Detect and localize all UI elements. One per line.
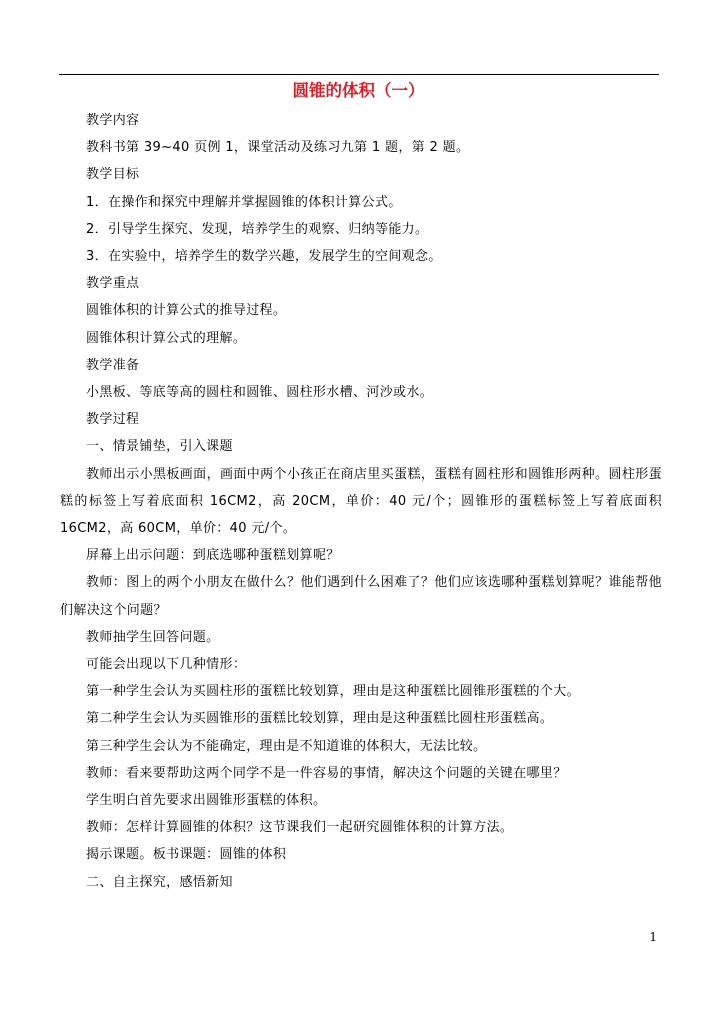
paragraph: 教师：图上的两个小朋友在做什么？他们遇到什么困难了？他们应该选哪种蛋糕划算呢？谁能帮他们解决这个问题？ bbox=[60, 575, 662, 618]
subsection-heading: 二、自主探究，感悟新知 bbox=[86, 874, 233, 890]
list-item: 3．在实验中，培养学生的数学兴趣，发展学生的空间观念。 bbox=[86, 249, 442, 265]
list-item: 2．引导学生探究、发现，培养学生的观察、归纳等能力。 bbox=[86, 221, 429, 237]
section-heading-preparation: 教学准备 bbox=[86, 357, 140, 373]
paragraph: 教师：怎样计算圆锥的体积？这节课我们一起研究圆锥体积的计算方法。 bbox=[86, 820, 514, 836]
document-body bbox=[60, 107, 662, 896]
paragraph: 教师抽学生回答问题。 bbox=[86, 629, 220, 645]
paragraph: 第一种学生会认为买圆柱形的蛋糕比较划算，理由是这种蛋糕比圆锥形蛋糕的个大。 bbox=[86, 684, 580, 700]
paragraph: 第二种学生会认为买圆锥形的蛋糕比较划算，理由是这种蛋糕比圆柱形蛋糕高。 bbox=[86, 711, 554, 727]
document-title: 圆锥的体积（一） bbox=[292, 81, 425, 100]
paragraph: 教师：看来要帮助这两个同学不是一件容易的事情，解决这个问题的关键在哪里？ bbox=[86, 765, 567, 781]
subsection-heading: 一、情景铺垫，引入课题 bbox=[86, 439, 233, 455]
section-heading-process: 教学过程 bbox=[86, 412, 140, 428]
paragraph: 圆锥体积的计算公式的推导过程。 bbox=[86, 303, 287, 319]
paragraph: 教科书第 39~40 页例 1，课堂活动及练习九第 1 题，第 2 题。 bbox=[86, 140, 470, 156]
header-rule bbox=[59, 74, 659, 75]
paragraph: 教师出示小黑板画面，画面中两个小孩正在商店里买蛋糕，蛋糕有圆柱形和圆锥形两种。圆柱形蛋糕的标签上写着底面积 16CM2，高 20CM，单价：40 元/个；圆锥形的蛋糕标签上写着底面积 16CM2，高 60CM，单价：40 元/个。 bbox=[60, 466, 662, 537]
section-heading-content: 教学内容 bbox=[86, 113, 140, 128]
paragraph: 揭示课题。板书课题：圆锥的体积 bbox=[86, 847, 287, 863]
section-heading-goals: 教学目标 bbox=[86, 167, 140, 183]
paragraph: 屏幕上出示问题：到底选哪种蛋糕划算呢？ bbox=[86, 548, 340, 564]
paragraph: 小黑板、等底等高的圆柱和圆锥、圆柱形水槽、河沙或水。 bbox=[86, 385, 434, 401]
section-heading-key-points: 教学重点 bbox=[86, 276, 140, 292]
paragraph: 第三种学生会认为不能确定，理由是不知道谁的体积大，无法比较。 bbox=[86, 738, 487, 754]
paragraph: 圆锥体积计算公式的理解。 bbox=[86, 330, 247, 346]
paragraph: 学生明白首先要求出圆锥形蛋糕的体积。 bbox=[86, 793, 327, 809]
paragraph: 可能会出现以下几种情形： bbox=[86, 657, 247, 673]
page-number: 1 bbox=[649, 930, 657, 944]
list-item: 1．在操作和探究中理解并掌握圆锥的体积计算公式。 bbox=[86, 194, 402, 210]
